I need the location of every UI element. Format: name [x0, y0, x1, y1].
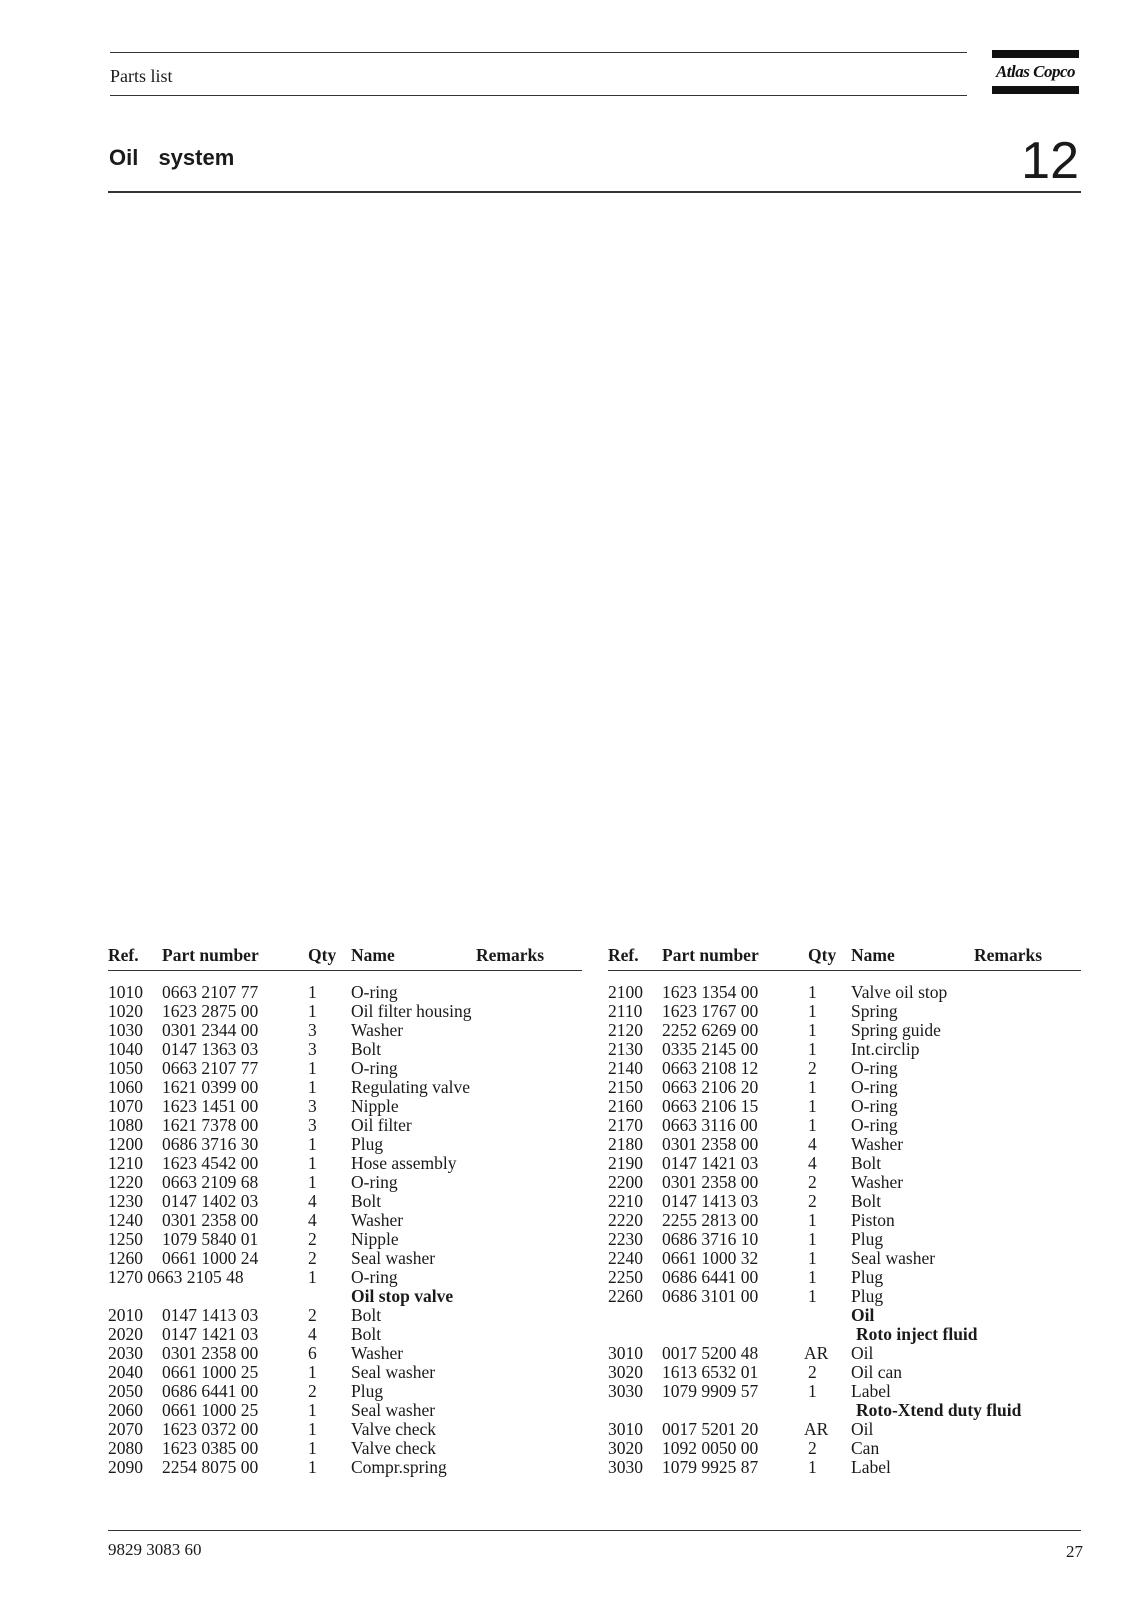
cell-name: Int.circlip: [851, 1039, 920, 1059]
document-number: 9829 3083 60: [108, 1540, 202, 1559]
cell-part-number: 1079 9909 57: [662, 1381, 759, 1401]
cell-qty: 1: [808, 1267, 817, 1287]
cell-name: Plug: [851, 1286, 884, 1306]
cell-name: Plug: [351, 1134, 384, 1154]
cell-part-number: 0661 1000 25: [162, 1400, 259, 1420]
table-row: [108, 1002, 582, 1021]
cell-part-number: 0663 2106 20: [662, 1077, 759, 1097]
cell-qty: 1: [808, 1381, 817, 1401]
cell-qty: 6: [308, 1343, 317, 1363]
cell-ref: 3020: [608, 1438, 643, 1458]
cell-qty: 1: [808, 1096, 817, 1116]
cell-qty: 1: [808, 1020, 817, 1040]
cell-ref: 3030: [608, 1457, 643, 1477]
parts-table-left: [108, 946, 582, 1477]
cell-part-number: 0686 3101 00: [662, 1286, 759, 1306]
cell-part-number: 1613 6532 01: [662, 1362, 759, 1382]
cell-name: Seal washer: [851, 1248, 936, 1268]
cell-ref: 1050: [108, 1058, 143, 1078]
table-row: [108, 1154, 582, 1173]
cell-qty: 2: [808, 1362, 817, 1382]
table-row: [608, 1382, 1081, 1401]
col-ref-header: Ref.: [608, 945, 639, 965]
title-rule: [108, 191, 1081, 193]
table-row: [108, 1116, 582, 1135]
cell-qty: 1: [308, 1058, 317, 1078]
cell-ref: 2170: [608, 1115, 643, 1135]
cell-name: Bolt: [851, 1153, 882, 1173]
table-row: [108, 1135, 582, 1154]
cell-name: Compr.spring: [351, 1457, 447, 1477]
cell-qty: 4: [308, 1210, 317, 1230]
cell-name: Label: [851, 1457, 891, 1477]
cell-part-number: 1079 9925 87: [662, 1457, 759, 1477]
cell-name: Spring guide: [851, 1020, 941, 1040]
cell-ref: 1270 0663 2105 48: [108, 1267, 244, 1287]
cell-qty: 3: [308, 1020, 317, 1040]
cell-ref: 3030: [608, 1381, 643, 1401]
header-label: Parts list: [110, 66, 173, 86]
cell-part-number: 1623 1451 00: [162, 1096, 259, 1116]
cell-ref: 1230: [108, 1191, 143, 1211]
table-row: [608, 1230, 1081, 1249]
cell-ref: 2140: [608, 1058, 643, 1078]
cell-qty: 1: [308, 1419, 317, 1439]
cell-qty: 2: [308, 1305, 317, 1325]
illustration-area: [108, 200, 1081, 930]
cell-qty: 1: [808, 1077, 817, 1097]
table-group-heading: [608, 1401, 1081, 1420]
cell-ref: 1010: [108, 982, 143, 1002]
cell-name: Washer: [351, 1020, 404, 1040]
table-row: [108, 1420, 582, 1439]
logo-wordmark: Atlas Copco: [995, 62, 1076, 81]
cell-ref: 1220: [108, 1172, 143, 1192]
cell-name: Hose assembly: [351, 1153, 457, 1173]
table-row: [108, 1268, 582, 1287]
cell-ref: 1020: [108, 1001, 143, 1021]
cell-name: O-ring: [351, 1058, 398, 1078]
cell-name: Nipple: [351, 1096, 399, 1116]
cell-ref: 2050: [108, 1381, 143, 1401]
cell-part-number: 1092 0050 00: [662, 1438, 759, 1458]
cell-name: Roto inject fluid: [856, 1324, 978, 1344]
cell-name: Valve check: [351, 1419, 437, 1439]
table-row: [108, 1439, 582, 1458]
cell-ref: 1250: [108, 1229, 143, 1249]
cell-ref: 2110: [608, 1001, 643, 1021]
cell-qty: 2: [308, 1248, 317, 1268]
cell-qty: 2: [808, 1191, 817, 1211]
cell-name: Bolt: [351, 1039, 382, 1059]
col-remarks-header: Remarks: [974, 945, 1043, 965]
cell-qty: 2: [808, 1058, 817, 1078]
logo-bar-bottom: [992, 86, 1079, 94]
cell-ref: 1260: [108, 1248, 143, 1268]
section-title: Oil system: [109, 145, 235, 170]
cell-part-number: 0147 1363 03: [162, 1039, 259, 1059]
cell-name: Label: [851, 1381, 891, 1401]
cell-qty: 2: [308, 1229, 317, 1249]
table-row: [608, 1439, 1081, 1458]
table-row: [608, 1078, 1081, 1097]
cell-part-number: 0301 2358 00: [162, 1343, 259, 1363]
table-row: [108, 1325, 582, 1344]
cell-part-number: 0663 2109 68: [162, 1172, 259, 1192]
cell-name: Oil can: [851, 1362, 903, 1382]
table-row: [608, 983, 1081, 1002]
cell-part-number: 0147 1413 03: [662, 1191, 759, 1211]
cell-name: Washer: [851, 1134, 904, 1154]
cell-name: O-ring: [851, 1077, 898, 1097]
cell-qty: 4: [308, 1191, 317, 1211]
cell-name: Bolt: [851, 1191, 882, 1211]
cell-ref: 2010: [108, 1305, 143, 1325]
cell-part-number: 0663 2107 77: [162, 1058, 259, 1078]
cell-name: Seal washer: [351, 1362, 436, 1382]
table-row: [608, 1192, 1081, 1211]
cell-part-number: 0301 2358 00: [662, 1172, 759, 1192]
cell-name: Bolt: [351, 1191, 382, 1211]
table-row: [108, 1382, 582, 1401]
parts-table-right: [608, 946, 1081, 1477]
cell-name: Seal washer: [351, 1400, 436, 1420]
cell-ref: 2210: [608, 1191, 643, 1211]
cell-qty: 1: [808, 1248, 817, 1268]
cell-qty: 4: [808, 1153, 817, 1173]
cell-part-number: 0661 1000 24: [162, 1248, 259, 1268]
cell-name: Roto-Xtend duty fluid: [856, 1400, 1022, 1420]
cell-ref: 1200: [108, 1134, 143, 1154]
cell-qty: 2: [308, 1381, 317, 1401]
cell-part-number: 0663 2107 77: [162, 982, 259, 1002]
table-row: [108, 1230, 582, 1249]
table-row: [608, 1363, 1081, 1382]
cell-part-number: 0335 2145 00: [662, 1039, 759, 1059]
table-row: [108, 1021, 582, 1040]
cell-name: Bolt: [351, 1305, 382, 1325]
cell-part-number: 1621 7378 00: [162, 1115, 259, 1135]
table-row: [608, 1173, 1081, 1192]
col-part-header: Part number: [162, 945, 259, 965]
cell-ref: 2150: [608, 1077, 643, 1097]
table-row: [608, 1059, 1081, 1078]
cell-part-number: 0301 2344 00: [162, 1020, 259, 1040]
cell-ref: 2220: [608, 1210, 643, 1230]
cell-part-number: 0686 6441 00: [162, 1381, 259, 1401]
cell-part-number: 1623 0372 00: [162, 1419, 259, 1439]
cell-part-number: 0663 2108 12: [662, 1058, 759, 1078]
cell-name: O-ring: [351, 982, 398, 1002]
cell-name: Oil stop valve: [351, 1286, 454, 1306]
footer-rule: [108, 1530, 1081, 1531]
cell-ref: 2240: [608, 1248, 643, 1268]
cell-ref: 1240: [108, 1210, 143, 1230]
cell-ref: 2200: [608, 1172, 643, 1192]
table-row: [608, 1420, 1081, 1439]
table-row: [108, 1211, 582, 1230]
table-header: [608, 946, 1081, 971]
cell-part-number: 0147 1402 03: [162, 1191, 259, 1211]
cell-qty: 1: [308, 1362, 317, 1382]
cell-qty: 2: [808, 1172, 817, 1192]
cell-part-number: 2255 2813 00: [662, 1210, 759, 1230]
cell-ref: 2260: [608, 1286, 643, 1306]
cell-part-number: 0686 3716 10: [662, 1229, 759, 1249]
table-row: [108, 1401, 582, 1420]
cell-qty: 2: [808, 1438, 817, 1458]
cell-part-number: 1623 1767 00: [662, 1001, 759, 1021]
table-row: [608, 1135, 1081, 1154]
cell-name: O-ring: [851, 1096, 898, 1116]
cell-ref: 1080: [108, 1115, 143, 1135]
table-row: [608, 1249, 1081, 1268]
cell-ref: 2160: [608, 1096, 643, 1116]
cell-qty: 1: [808, 1286, 817, 1306]
cell-qty: 1: [308, 1457, 317, 1477]
cell-ref: 2130: [608, 1039, 643, 1059]
table-row: [608, 1002, 1081, 1021]
cell-ref: 2120: [608, 1020, 643, 1040]
section-number: 12: [1021, 132, 1079, 190]
cell-ref: 1040: [108, 1039, 143, 1059]
table-row: [108, 1192, 582, 1211]
cell-qty: 1: [308, 1153, 317, 1173]
cell-name: Seal washer: [351, 1248, 436, 1268]
cell-name: Oil: [851, 1419, 874, 1439]
table-group-heading: [608, 1306, 1081, 1325]
cell-qty: 1: [308, 1400, 317, 1420]
cell-ref: 1210: [108, 1153, 143, 1173]
table-row: [108, 1059, 582, 1078]
cell-name: Washer: [351, 1210, 404, 1230]
cell-qty: 1: [808, 1457, 817, 1477]
cell-qty: 1: [808, 1229, 817, 1249]
cell-qty: 1: [808, 1210, 817, 1230]
cell-part-number: 2254 8075 00: [162, 1457, 259, 1477]
cell-ref: 2250: [608, 1267, 643, 1287]
col-remarks-header: Remarks: [476, 945, 545, 965]
cell-qty: 1: [308, 1077, 317, 1097]
cell-name: Bolt: [351, 1324, 382, 1344]
header-rule-bottom: [110, 95, 967, 96]
table-row: [608, 1116, 1081, 1135]
cell-name: Washer: [351, 1343, 404, 1363]
cell-ref: 2030: [108, 1343, 143, 1363]
header-rule-top: [110, 52, 967, 53]
table-row: [108, 1363, 582, 1382]
cell-part-number: 1079 5840 01: [162, 1229, 259, 1249]
cell-qty: 3: [308, 1096, 317, 1116]
cell-ref: 2230: [608, 1229, 643, 1249]
cell-part-number: 0661 1000 25: [162, 1362, 259, 1382]
table-body: [108, 983, 582, 1477]
table-row: [108, 983, 582, 1002]
table-row: [608, 1268, 1081, 1287]
cell-qty: 1: [808, 982, 817, 1002]
cell-part-number: 1623 4542 00: [162, 1153, 259, 1173]
cell-ref: 2090: [108, 1457, 143, 1477]
table-row: [108, 1173, 582, 1192]
cell-ref: 1070: [108, 1096, 143, 1116]
table-group-heading: [108, 1287, 582, 1306]
cell-ref: 2060: [108, 1400, 143, 1420]
cell-name: Valve check: [351, 1438, 437, 1458]
cell-ref: 2080: [108, 1438, 143, 1458]
cell-part-number: 0686 6441 00: [662, 1267, 759, 1287]
cell-part-number: 0017 5200 48: [662, 1343, 759, 1363]
cell-ref: 2100: [608, 982, 643, 1002]
col-ref-header: Ref.: [108, 945, 139, 965]
atlas-copco-logo: [992, 50, 1079, 94]
table-row: [608, 1154, 1081, 1173]
cell-ref: 2020: [108, 1324, 143, 1344]
table-body: [608, 983, 1081, 1477]
cell-name: Oil: [851, 1305, 875, 1325]
cell-qty: 1: [808, 1115, 817, 1135]
cell-part-number: 0147 1413 03: [162, 1305, 259, 1325]
cell-name: Spring: [851, 1001, 898, 1021]
cell-part-number: 1621 0399 00: [162, 1077, 259, 1097]
cell-name: O-ring: [351, 1172, 398, 1192]
col-part-header: Part number: [662, 945, 759, 965]
cell-name: Plug: [851, 1267, 884, 1287]
cell-ref: 3010: [608, 1343, 643, 1363]
cell-name: O-ring: [351, 1267, 398, 1287]
col-qty-header: Qty: [308, 945, 337, 965]
table-header: [108, 946, 582, 971]
col-name-header: Name: [851, 945, 895, 965]
table-group-heading: [608, 1325, 1081, 1344]
table-row: [108, 1040, 582, 1059]
cell-qty: 1: [808, 1039, 817, 1059]
cell-name: Regulating valve: [351, 1077, 471, 1097]
cell-ref: 2070: [108, 1419, 143, 1439]
cell-part-number: 0147 1421 03: [662, 1153, 759, 1173]
table-row: [108, 1097, 582, 1116]
col-qty-header: Qty: [808, 945, 837, 965]
table-row: [108, 1249, 582, 1268]
table-row: [608, 1287, 1081, 1306]
col-name-header: Name: [351, 945, 395, 965]
cell-qty: 1: [308, 1438, 317, 1458]
cell-part-number: 1623 1354 00: [662, 982, 759, 1002]
cell-ref: 1060: [108, 1077, 143, 1097]
cell-qty: 3: [308, 1115, 317, 1135]
cell-qty: 4: [308, 1324, 317, 1344]
cell-part-number: 0301 2358 00: [662, 1134, 759, 1154]
cell-qty: 1: [308, 1001, 317, 1021]
cell-name: Valve oil stop: [851, 982, 948, 1002]
cell-qty: 1: [808, 1001, 817, 1021]
cell-part-number: 0663 2106 15: [662, 1096, 759, 1116]
table-row: [108, 1344, 582, 1363]
cell-part-number: 1623 0385 00: [162, 1438, 259, 1458]
table-row: [608, 1040, 1081, 1059]
table-row: [608, 1458, 1081, 1477]
cell-qty: 4: [808, 1134, 817, 1154]
cell-name: Oil filter: [351, 1115, 412, 1135]
table-row: [108, 1306, 582, 1325]
table-row: [608, 1211, 1081, 1230]
cell-ref: 2190: [608, 1153, 643, 1173]
cell-part-number: 0147 1421 03: [162, 1324, 259, 1344]
cell-name: Oil: [851, 1343, 874, 1363]
cell-part-number: 0301 2358 00: [162, 1210, 259, 1230]
cell-name: Oil filter housing: [351, 1001, 472, 1021]
cell-ref: 2040: [108, 1362, 143, 1382]
cell-name: O-ring: [851, 1115, 898, 1135]
cell-ref: 3010: [608, 1419, 643, 1439]
cell-ref: 3020: [608, 1362, 643, 1382]
cell-name: O-ring: [851, 1058, 898, 1078]
cell-name: Plug: [351, 1381, 384, 1401]
cell-qty: AR: [804, 1419, 829, 1439]
table-row: [608, 1344, 1081, 1363]
cell-name: Washer: [851, 1172, 904, 1192]
table-row: [608, 1021, 1081, 1040]
cell-qty: 1: [308, 982, 317, 1002]
cell-name: Piston: [851, 1210, 895, 1230]
table-row: [608, 1097, 1081, 1116]
cell-qty: AR: [804, 1343, 829, 1363]
table-row: [108, 1078, 582, 1097]
cell-qty: 3: [308, 1039, 317, 1059]
cell-qty: 1: [308, 1134, 317, 1154]
table-row: [108, 1458, 582, 1477]
cell-part-number: 0661 1000 32: [662, 1248, 759, 1268]
cell-name: Can: [851, 1438, 880, 1458]
cell-part-number: 2252 6269 00: [662, 1020, 759, 1040]
cell-ref: 2180: [608, 1134, 643, 1154]
cell-part-number: 0663 3116 00: [662, 1115, 758, 1135]
cell-part-number: 1623 2875 00: [162, 1001, 259, 1021]
cell-qty: 1: [308, 1172, 317, 1192]
cell-name: Nipple: [351, 1229, 399, 1249]
logo-bar-top: [992, 50, 1079, 58]
cell-part-number: 0017 5201 20: [662, 1419, 759, 1439]
cell-part-number: 0686 3716 30: [162, 1134, 259, 1154]
cell-qty: 1: [308, 1267, 317, 1287]
cell-ref: 1030: [108, 1020, 143, 1040]
cell-name: Plug: [851, 1229, 884, 1249]
page-number: 27: [1066, 1542, 1083, 1561]
